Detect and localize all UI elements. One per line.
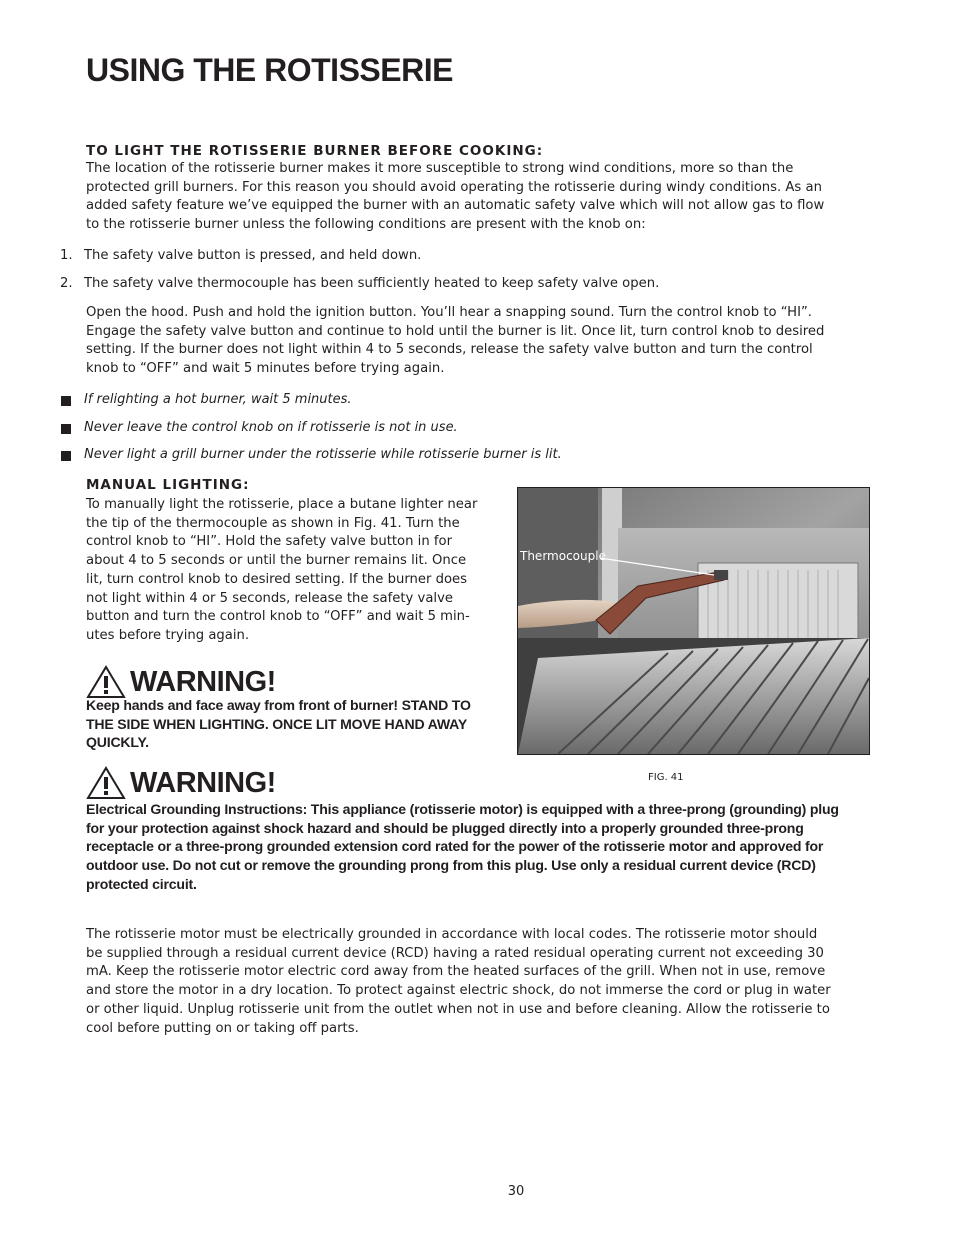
paragraph-line: or other liquid. Unplug rotisserie unit from the outlet when not in use and before cleaning. Allow the rotisserie to xyxy=(86,1001,830,1017)
paragraph-line: and store the motor in a dry location. To protect against electric shock, do not immerse the cord or plug in water xyxy=(86,983,831,999)
paragraph-line: added safety feature we’ve equipped the burner with an automatic safety valve which will not allow gas to flow xyxy=(86,198,825,214)
warning-triangle-icon xyxy=(86,665,126,699)
paragraph-line: To manually light the rotisserie, place a butane lighter near xyxy=(86,497,478,512)
warning-line: THE SIDE WHEN LIGHTING. ONCE LIT MOVE HAND AWAY xyxy=(86,715,468,732)
warning-line: Keep hands and face away from front of burner! STAND TO xyxy=(86,697,471,713)
warning-text xyxy=(86,696,471,752)
paragraph-line: utes before trying again. xyxy=(86,627,250,643)
thermocouple-callout: Thermocouple xyxy=(520,549,606,563)
list-number: 1. xyxy=(60,248,73,263)
square-bullet-icon xyxy=(61,424,71,434)
square-bullet-icon xyxy=(61,451,71,461)
paragraph-line: about 4 to 5 seconds or until the burner remains lit. Once xyxy=(86,553,467,569)
page-number: 30 xyxy=(507,1184,525,1199)
warning-line: outdoor use. Do not cut or remove the grounding prong from this plug. Use only a residual current device (RCD) xyxy=(86,857,816,874)
warning-header xyxy=(86,665,276,699)
bullet-item: Never leave the control knob on if rotisserie is not in use. xyxy=(84,420,458,435)
warning-line: receptacle or a three-prong grounded extension cord rated for the power of the rotisserie motor and approved for xyxy=(86,838,824,855)
paragraph-line: The location of the rotisserie burner makes it more susceptible to strong wind conditions, more so than the xyxy=(86,161,794,176)
paragraph-line: The rotisserie motor must be electrically grounded in accordance with local codes. The rotisserie motor should xyxy=(86,927,818,942)
square-bullet-icon xyxy=(61,396,71,406)
list-item: The safety valve thermocouple has been sufficiently heated to keep safety valve open. xyxy=(84,276,660,291)
paragraph-line: button and turn the control knob to “OFF” and wait 5 min- xyxy=(86,609,470,625)
list-number: 2. xyxy=(60,276,73,291)
warning-line: protected circuit. xyxy=(86,875,197,892)
bullet-item: If relighting a hot burner, wait 5 minutes. xyxy=(84,392,352,407)
warning-line: QUICKLY. xyxy=(86,734,149,751)
section-lighting-paragraph xyxy=(86,160,824,235)
grounding-paragraph xyxy=(86,926,831,1038)
paragraph-line: to the rotisserie burner unless the following conditions are present with the knob on: xyxy=(86,217,646,233)
figure-caption: FIG. 41 xyxy=(648,772,684,783)
paragraph-line: the tip of the thermocouple as shown in Fig. 41. Turn the xyxy=(86,515,460,531)
bullet-item: Never light a grill burner under the rotisserie while rotisserie burner is lit. xyxy=(84,447,562,462)
paragraph-line: knob to “OFF” and wait 5 minutes before trying again. xyxy=(86,361,445,377)
warning-title: WARNING! xyxy=(130,766,276,799)
page-title: USING THE ROTISSERIE xyxy=(86,52,453,88)
fig41-photo xyxy=(517,487,870,755)
warning-header xyxy=(86,766,276,800)
warning-line: Electrical Grounding Instructions: This appliance (rotisserie motor) is equipped with a three-prong (grounding) plug xyxy=(86,801,839,817)
manual-lighting-paragraph xyxy=(86,496,477,646)
paragraph-line: setting. If the burner does not light within 4 to 5 seconds, release the safety valve button and turn the control xyxy=(86,342,813,358)
warning-title: WARNING! xyxy=(130,665,276,698)
list-item: The safety valve button is pressed, and held down. xyxy=(84,248,422,263)
warning-line: for your protection against shock hazard and should be plugged directly into a properly grounded three-prong xyxy=(86,819,804,836)
paragraph-line: not light within 4 or 5 seconds, release the safety valve xyxy=(86,590,453,606)
paragraph-line: be supplied through a residual current device (RCD) having a rated residual operating current not exceeding 30 xyxy=(86,945,824,961)
paragraph-line: Open the hood. Push and hold the ignition button. You’ll hear a snapping sound. Turn the control knob to “HI”. xyxy=(86,305,813,320)
paragraph-line: cool before putting on or taking off parts. xyxy=(86,1020,359,1036)
procedure-paragraph xyxy=(86,304,824,379)
section-heading-manual-lighting: MANUAL LIGHTING: xyxy=(86,477,250,493)
paragraph-line: Engage the safety valve button and continue to hold until the burner is lit. Once lit, turn control knob to desired xyxy=(86,323,825,339)
warning-triangle-icon xyxy=(86,766,126,800)
electrical-warning-text xyxy=(86,800,839,894)
section-heading-lighting: TO LIGHT THE ROTISSERIE BURNER BEFORE COOKING: xyxy=(86,143,544,159)
paragraph-line: protected grill burners. For this reason you should avoid operating the rotisserie during windy conditions. As an xyxy=(86,179,822,195)
paragraph-line: lit, turn control knob to desired setting. If the burner does xyxy=(86,571,468,587)
rotisserie-burner-illustration xyxy=(518,488,869,754)
paragraph-line: control knob to “HI”. Hold the safety valve button in for xyxy=(86,534,453,550)
paragraph-line: mA. Keep the rotisserie motor electric cord away from the heated surfaces of the grill. When not in use, remove xyxy=(86,964,826,980)
